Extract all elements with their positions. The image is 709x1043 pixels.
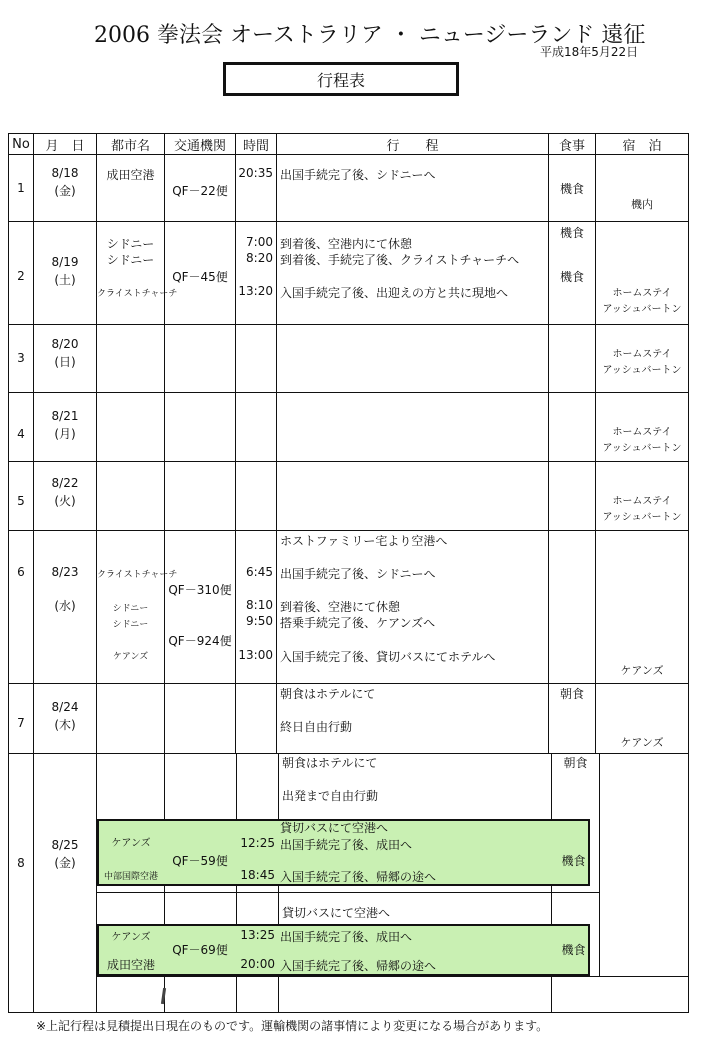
schedule-line: 入国手続完了後、貸切バスにてホテルへ <box>280 650 496 664</box>
itinerary-table <box>8 133 689 1013</box>
table-row <box>9 325 689 393</box>
col-header-date: 月 日 <box>34 134 97 155</box>
city: ケアンズ <box>112 652 149 662</box>
city: シドニー <box>112 604 149 614</box>
stay: ホームステイ <box>612 288 672 299</box>
city: シドニー <box>112 620 149 630</box>
subtitle-text: 行程表 <box>316 70 365 90</box>
stay: ケアンズ <box>620 736 664 749</box>
city: 成田空港 <box>106 168 155 182</box>
schedule-line: 貸切バスにて空港へ <box>280 821 389 835</box>
footer-note: ※上記行程は見積提出日現在のものです。運輸機関の諸事情により変更になる場合があります。 <box>36 1019 549 1033</box>
schedule-line: ホストファミリー宅より空港へ <box>280 534 448 548</box>
time: 6:45 <box>246 565 273 579</box>
row-day: (日) <box>54 355 76 369</box>
transport: QF－924便 <box>168 634 232 648</box>
col-header-no: No <box>9 134 34 155</box>
schedule-line: 出国手続完了後、成田へ <box>280 838 413 852</box>
document-date: 平成18年5月22日 <box>540 45 639 59</box>
stay: ホームステイ <box>612 496 672 507</box>
city: ケアンズ <box>111 838 151 849</box>
row-day: (月) <box>54 427 76 441</box>
stay: ホームステイ <box>612 427 672 438</box>
schedule-line: 終日自由行動 <box>280 720 353 734</box>
transport: QF－22便 <box>172 184 228 198</box>
schedule-line: 朝食はホテルにて <box>282 756 378 770</box>
row-date: 8/18 <box>51 166 79 180</box>
time: 8:20 <box>246 251 273 265</box>
row-day: (火) <box>54 494 76 508</box>
city: ケアンズ <box>111 932 151 943</box>
row-date: 8/24 <box>51 700 79 714</box>
col-header-transport: 交通機関 <box>165 134 236 155</box>
stay: アッシュバートン <box>602 512 682 523</box>
schedule-line: 入国手続完了後、出迎えの方と共に現地へ <box>280 286 509 300</box>
row-no: 5 <box>17 494 25 508</box>
schedule-line: 搭乗手続完了後、ケアンズへ <box>280 616 436 630</box>
city: 成田空港 <box>106 958 155 972</box>
stay: 機内 <box>631 198 653 211</box>
city: 中部国際空港 <box>103 872 158 882</box>
table-row <box>9 462 689 531</box>
time: 7:00 <box>246 235 273 249</box>
meal: 機食 <box>561 943 586 957</box>
row-no: 4 <box>17 427 25 441</box>
option-b-highlight <box>97 924 590 976</box>
stay: アッシュバートン <box>602 443 682 454</box>
time: 8:10 <box>246 598 273 612</box>
document-title: 2006 拳法会 オーストラリア ・ ニュージーランド 遠征 <box>94 23 646 48</box>
row-day: (金) <box>54 184 76 198</box>
row-no: 7 <box>17 716 25 730</box>
time: 13:00 <box>238 648 273 662</box>
col-header-schedule: 行 程 <box>277 134 549 155</box>
schedule-line: 貸切バスにて空港へ <box>282 906 391 920</box>
col-header-meal: 食事 <box>549 134 596 155</box>
col-header-stay: 宿 泊 <box>596 134 689 155</box>
schedule-line: 入国手続完了後、帰郷の途へ <box>280 870 437 884</box>
schedule-line: 到着後、空港内にて休憩 <box>280 237 413 251</box>
city: シドニー <box>106 237 155 251</box>
schedule-line: 到着後、空港にて休憩 <box>280 600 401 614</box>
transport: QF－59便 <box>172 854 228 868</box>
stay: ケアンズ <box>620 664 664 677</box>
row-date: 8/23 <box>51 565 79 579</box>
schedule-line: 入国手続完了後、帰郷の途へ <box>280 959 437 973</box>
row-day: (木) <box>54 718 76 732</box>
row-no: 3 <box>17 351 25 365</box>
row-day: (土) <box>54 273 76 287</box>
meal: 機食 <box>559 270 584 284</box>
stay: アッシュバートン <box>602 304 682 315</box>
time: 18:45 <box>240 868 275 882</box>
transport: QF－69便 <box>172 943 228 957</box>
row-day: (水) <box>54 599 76 613</box>
schedule-line: 出発まで自由行動 <box>282 789 379 803</box>
row-day: (金) <box>54 856 76 870</box>
col-header-time: 時間 <box>236 134 277 155</box>
row-no: 8 <box>17 856 25 870</box>
meal: 朝食 <box>563 756 588 770</box>
row-no: 1 <box>17 181 25 195</box>
city: クライストチャーチ <box>97 570 178 580</box>
table-row <box>9 684 689 754</box>
row-date: 8/22 <box>51 476 79 490</box>
schedule-line: 出国手続完了後、シドニーへ <box>280 168 436 182</box>
header-row <box>9 134 689 155</box>
table-row <box>9 531 689 684</box>
schedule-line: 朝食はホテルにて <box>280 687 376 701</box>
document-subtitle <box>223 62 459 96</box>
table-row <box>9 393 689 462</box>
schedule-line: 出国手続完了後、成田へ <box>280 930 413 944</box>
row-no: 2 <box>17 269 25 283</box>
table-row <box>9 754 689 1013</box>
city: クライストチャーチ <box>97 289 178 299</box>
row-date: 8/20 <box>51 337 79 351</box>
transport: QF－45便 <box>172 270 228 284</box>
time: 13:25 <box>240 928 275 942</box>
table-row <box>9 155 689 222</box>
stay: アッシュバートン <box>602 365 682 376</box>
time: 13:20 <box>238 284 273 298</box>
meal: 機食 <box>561 854 586 868</box>
time: 20:35 <box>238 166 273 180</box>
time: 12:25 <box>240 836 275 850</box>
meal: 朝食 <box>559 687 584 701</box>
city: シドニー <box>106 253 155 267</box>
schedule-line: 出国手続完了後、シドニーへ <box>280 567 436 581</box>
time: 9:50 <box>246 614 273 628</box>
table-row <box>9 222 689 325</box>
row-no: 6 <box>17 565 25 579</box>
row-date: 8/21 <box>51 409 79 423</box>
col-header-city: 都市名 <box>97 134 165 155</box>
meal: 機食 <box>559 226 584 240</box>
time: 20:00 <box>240 957 275 971</box>
row-date: 8/25 <box>51 838 79 852</box>
row-date: 8/19 <box>51 255 79 269</box>
stay: ホームステイ <box>612 349 672 360</box>
transport: QF－310便 <box>168 583 232 597</box>
schedule-line: 到着後、手続完了後、クライストチャーチへ <box>280 253 520 267</box>
meal: 機食 <box>559 182 584 196</box>
option-a-highlight <box>97 819 590 886</box>
